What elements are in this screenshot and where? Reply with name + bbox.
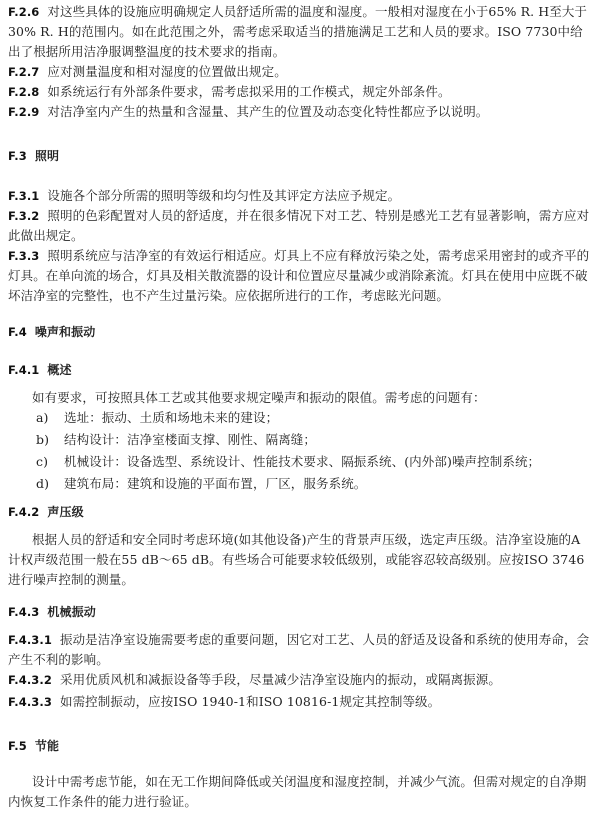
clause-number: F.2.6 <box>8 5 40 19</box>
section-heading-f-3 <box>8 146 592 166</box>
paragraph-f-5 <box>8 772 592 812</box>
paragraph-f-4-1-intro <box>8 388 592 408</box>
clause-f-4-3-1 <box>8 630 592 670</box>
clause-f-4-3-2 <box>8 670 592 690</box>
clause-text: 设施各个部分所需的照明等级和均匀性及其评定方法应予规定。 <box>47 188 401 203</box>
clause-text: 应对测量温度和相对湿度的位置做出规定。 <box>47 64 287 79</box>
clause-f-3-1 <box>8 186 592 206</box>
list-label: b) <box>36 432 50 447</box>
section-number: F.4.1 <box>8 363 40 377</box>
clause-f-3-3 <box>8 246 592 306</box>
paragraph-f-4-2 <box>8 530 592 590</box>
paragraph-text: 如有要求，可按照具体工艺或其他要求规定噪声和振动的限值。需考虑的问题有： <box>32 390 486 405</box>
clause-text: 对这些具体的设施应明确规定人员舒适所需的温度和湿度。一般相对湿度在小于65% R. H至大于30% R. H的范围内。如在此范围之外，需考虑采取适当的措施满足工艺和人员的要求。ISO 7730中给出了根据所用洁净服调整温度的技术要求的指南。 <box>8 4 588 59</box>
section-heading-f-4 <box>8 322 592 342</box>
list-item <box>36 408 592 428</box>
list-text: 结构设计：洁净室楼面支撑、刚性、隔离缝； <box>64 432 317 447</box>
clause-text: 照明系统应与洁净室的有效运行相适应。灯具上不应有释放污染之处，需考虑采用密封的或齐平的灯具。在单向流的场合，灯具及相关散流器的设计和位置应尽量减少或消除紊流。灯具在使用中应既不破坏洁净室的完整性，也不产生过量污染。应依据所进行的工作，考虑眩光问题。 <box>8 248 590 303</box>
section-title: 节能 <box>34 739 60 753</box>
clause-f-2-6 <box>8 2 592 62</box>
clause-f-4-3-3 <box>8 692 592 712</box>
clause-text: 如需控制振动，应按ISO 1940-1和ISO 10816-1规定其控制等级。 <box>59 694 441 709</box>
section-title: 噪声和振动 <box>34 325 96 339</box>
list-label: c) <box>36 454 49 469</box>
clause-number: F.4.3.2 <box>8 673 52 687</box>
section-number: F.5 <box>8 739 27 753</box>
section-number: F.4.2 <box>8 505 40 519</box>
subsection-heading-f-4-3 <box>8 602 592 622</box>
paragraph-text: 设计中需考虑节能，如在无工作期间降低或关闭温度和湿度控制，并减少气流。但需对规定的自净期内恢复工作条件的能力进行验证。 <box>8 774 587 809</box>
subsection-heading-f-4-1 <box>8 360 592 380</box>
section-title: 照明 <box>34 149 60 163</box>
clause-number: F.3.3 <box>8 249 40 263</box>
clause-number: F.4.3.1 <box>8 633 52 647</box>
list-item <box>36 474 592 494</box>
clause-number: F.2.9 <box>8 105 40 119</box>
list-label: d) <box>36 476 50 491</box>
paragraph-text: 根据人员的舒适和安全同时考虑环境(如其他设备)产生的背景声压级，选定声压级。洁净室设施的A计权声级范围一般在55 dB～65 dB。有些场合可能要求较低级别，或能容忍较高级别。应按ISO 3746进行噪声控制的测量。 <box>8 532 585 587</box>
clause-text: 如系统运行有外部条件要求，需考虑拟采用的工作模式，规定外部条件。 <box>47 84 451 99</box>
section-heading-f-5 <box>8 736 592 756</box>
list-label: a) <box>36 410 49 425</box>
clause-number: F.2.8 <box>8 85 40 99</box>
clause-text: 对洁净室内产生的热量和含湿量、其产生的位置及动态变化特性都应予以说明。 <box>47 104 489 119</box>
clause-f-2-7 <box>8 62 592 82</box>
clause-f-2-8 <box>8 82 592 102</box>
section-title: 声压级 <box>47 505 84 519</box>
clause-number: F.3.2 <box>8 209 40 223</box>
section-number: F.4.3 <box>8 605 40 619</box>
clause-f-3-2 <box>8 206 592 246</box>
section-title: 机械振动 <box>47 605 96 619</box>
list-text: 建筑布局：建筑和设施的平面布置，厂区，服务系统。 <box>64 476 367 491</box>
clause-number: F.4.3.3 <box>8 695 52 709</box>
subsection-heading-f-4-2 <box>8 502 592 522</box>
list-item <box>36 430 592 450</box>
clause-f-2-9 <box>8 102 592 122</box>
list-item <box>36 452 592 472</box>
section-number: F.3 <box>8 149 27 163</box>
section-number: F.4 <box>8 325 27 339</box>
section-title: 概述 <box>47 363 72 377</box>
clause-number: F.3.1 <box>8 189 40 203</box>
clause-text: 照明的色彩配置对人员的舒适度，并在很多情况下对工艺、特别是感光工艺有显著影响，需方应对此做出规定。 <box>8 208 590 243</box>
clause-number: F.2.7 <box>8 65 40 79</box>
clause-text: 采用优质风机和减振设备等手段，尽量减少洁净室设施内的振动，或隔离振源。 <box>59 672 501 687</box>
list-text: 机械设计：设备选型、系统设计、性能技术要求、隔振系统、(内外部)噪声控制系统； <box>64 454 541 469</box>
clause-text: 振动是洁净室设施需要考虑的重要问题，因它对工艺、人员的舒适及设备和系统的使用寿命，会产生不利的影响。 <box>8 632 590 667</box>
list-text: 选址：振动、土质和场地未来的建设； <box>64 410 279 425</box>
